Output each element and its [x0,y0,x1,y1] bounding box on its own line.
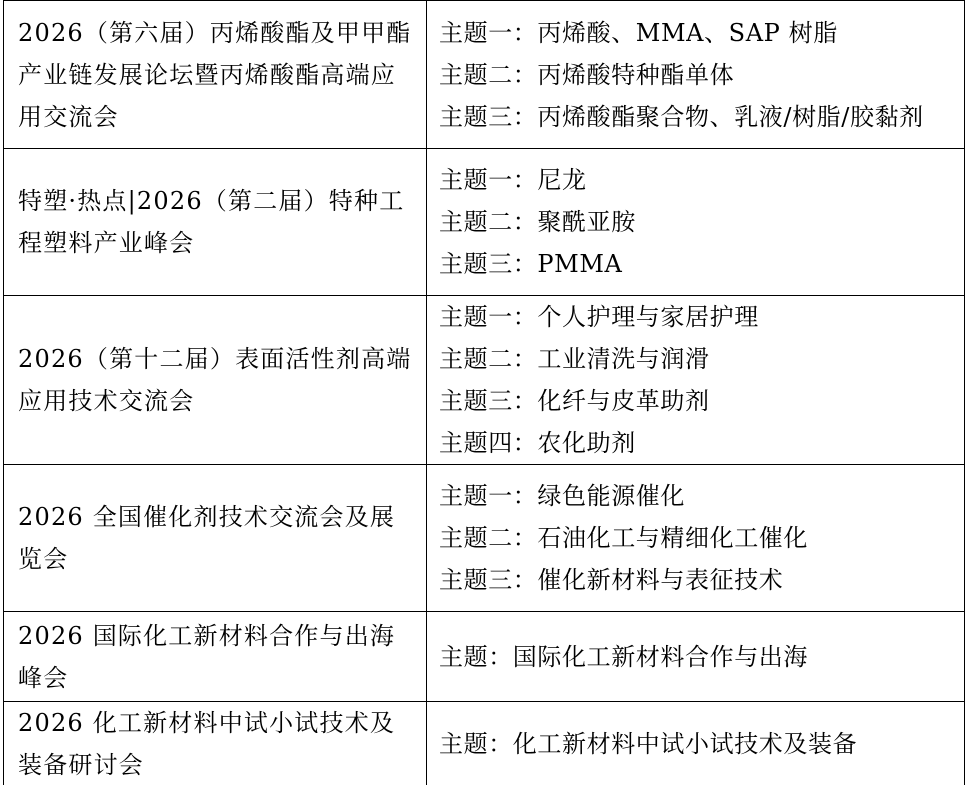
topics-cell [427,296,965,465]
conference-name: 2026 化工新材料中试小试技术及装备研讨会 [18,709,396,779]
topic-item: 主题二：工业清洗与润滑 [439,345,710,373]
table-row [4,1,965,149]
conference-table [3,0,965,785]
conference-name-cell [4,702,427,785]
conference-name-cell [4,465,427,612]
topic-item: 主题：国际化工新材料合作与出海 [439,642,808,671]
conference-name: 2026（第六届）丙烯酸酯及甲甲酯产业链发展论坛暨丙烯酸酯高端应用交流会 [18,18,412,131]
topic-item: 主题一：尼龙 [439,166,587,194]
topics-cell [427,612,965,702]
topic-item: 主题四：农化助剂 [439,429,636,457]
topic-item: 主题：化工新材料中试小试技术及装备 [439,730,858,758]
topics-cell [427,702,965,785]
conference-name: 2026（第十二届）表面活性剂高端应用技术交流会 [18,345,412,415]
table-row [4,702,965,785]
topic-item: 主题二：石油化工与精细化工催化 [439,524,808,552]
conference-name: 2026 国际化工新材料合作与出海峰会 [18,621,396,692]
table-row [4,296,965,465]
conference-name: 特塑·热点|2026（第二届）特种工程塑料产业峰会 [18,187,405,257]
topic-item: 主题二：丙烯酸特种酯单体 [439,60,735,89]
table-row [4,149,965,296]
topic-item: 主题二：聚酰亚胺 [439,208,636,236]
topics-cell [427,465,965,612]
conference-name-cell [4,1,427,149]
topics-cell [427,1,965,149]
table-row [4,465,965,612]
topic-item: 主题三：丙烯酸酯聚合物、乳液/树脂/胶黏剂 [439,102,924,131]
topic-item: 主题三：PMMA [439,250,623,278]
conference-name-cell [4,612,427,702]
topics-cell [427,149,965,296]
topic-item: 主题一：丙烯酸、MMA、SAP 树脂 [439,18,838,47]
topic-item: 主题一：个人护理与家居护理 [439,303,759,331]
topic-item: 主题三：化纤与皮革助剂 [439,387,710,415]
conference-name-cell [4,296,427,465]
conference-name-cell [4,149,427,296]
topic-item: 主题一：绿色能源催化 [439,482,685,510]
table-row [4,612,965,702]
topic-item: 主题三：催化新材料与表征技术 [439,566,784,594]
conference-name: 2026 全国催化剂技术交流会及展览会 [18,503,396,573]
